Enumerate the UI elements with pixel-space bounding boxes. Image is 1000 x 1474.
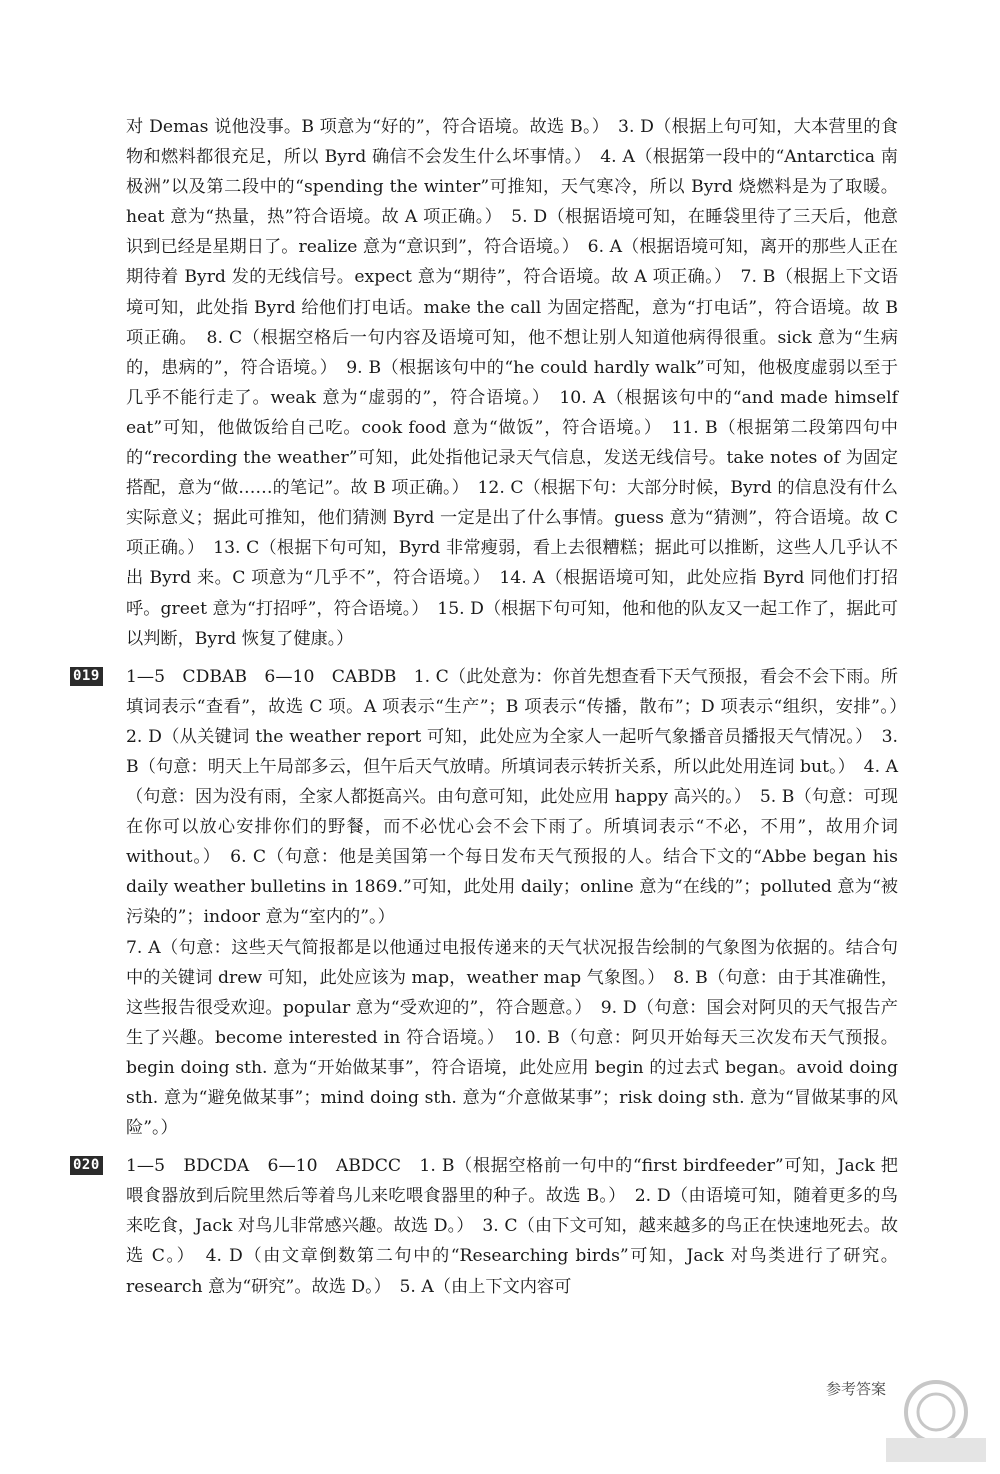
section-020	[73, 1151, 898, 1301]
section-number-badge: 020	[70, 1156, 103, 1175]
page-footer-label: 参考答案	[826, 1380, 887, 1398]
answer-content	[73, 112, 916, 1302]
watermark-logo	[880, 1368, 992, 1466]
section-number-badge: 019	[70, 667, 103, 686]
section-019	[73, 662, 916, 1144]
section-019-answers: 1—5 CDBAB 6—10 CABDB 1. C（此处意为：你首先想查看下天气预报，看会不会下雨。所填词表示“查看”，故选 C 项。A 项表示“生产”；B 项表示“传播，散布”；D 项表示“组织，安排”。） 2. D（从关键词 the weather report 可知，此处应为全家人一起听气象播音员播报天气情况。） 3. B（句意：明天上午局部多云，但午后天气放晴。所填词表示转折关系，所以此处用连词 but。） 4. A（句意：因为没有雨，全家人都挺高兴。由句意可知，此处应用 happy 高兴的。） 5. B（句意：可现在你可以放心安排你们的野餐，而不必忧心会不会下雨了。所填词表示“不必，不用”，故用介词 without。） 6. C（句意：他是美国第一个每日发布天气预报的人。结合下文的“Abbe began his daily weather bulletins in 1869.”可知，此处用 daily；online 意为“在线的”；polluted 意为“被污染的”；indoor 意为“室内的”。）	[126, 666, 916, 928]
section-020-answers: 1—5 BDCDA 6—10 ABDCC 1. B（根据空格前一句中的“first birdfeeder”可知，Jack 把喂食器放到后院里然后等着鸟儿来吃喂食器里的种子。故选 B。） 2. D（由语境可知，随着更多的鸟来吃食，Jack 对鸟儿非常感兴趣。故选 D。） 3. C（由下文可知，越来越多的鸟正在快速地死去。故选 C。） 4. D（由文章倒数第二句中的“Researching birds”可知，Jack 对鸟类进行了研究。research 意为“研究”。故选 D。） 5. A（由上下文内容可	[126, 1156, 898, 1297]
continued-answers-paragraph: 对 Demas 说他没事。B 项意为“好的”，符合语境。故选 B。） 3. D（根据上句可知，大本营里的食物和燃料都很充足，所以 Byrd 确信不会发生什么坏事情。） 4. A（根据第一段中的“Antarctica 南极洲”以及第二段中的“spending the winter”可推知，天气寒冷，所以 Byrd 烧燃料是为了取暖。heat 意为“热量，热”符合语境。故 A 项正确。） 5. D（根据语境可知，在睡袋里待了三天后，他意识到已经是星期日了。realize 意为“意识到”，符合语境。） 6. A（根据语境可知，离开的那些人正在期待着 Byrd 发的无线信号。expect 意为“期待”，符合语境。故 A 项正确。） 7. B（根据上下文语境可知，此处指 Byrd 给他们打电话。make the call 为固定搭配，意为“打电话”，符合语境。故 B 项正确。 8. C（根据空格后一句内容及语境可知，他不想让别人知道他病得很重。sick 意为“生病的，患病的”，符合语境。） 9. B（根据该句中的“he could hardly walk”可知，他极度虚弱以至于几乎不能行走了。weak 意为“虚弱的”，符合语境。） 10. A（根据该句中的“and made himself eat”可知，他做饭给自己吃。cook food 意为“做饭”，符合语境。） 11. B（根据第二段第四句中的“recording the weather”可知，此处指他记录天气信息，发送无线信号。take notes of 为固定搭配，意为“做……的笔记”。故 B 项正确。） 12. C（根据下句：大部分时候，Byrd 的信息没有什么实际意义；据此可推知，他们猜测 Byrd 一定是出了什么事情。guess 意为“猜测”，符合语境。故 C 项正确。） 13. C（根据下句可知，Byrd 非常瘦弱，看上去很糟糕；据此可以推断，这些人几乎认不出 Byrd 来。C 项意为“几乎不”，符合语境。） 14. A（根据语境可知，此处应指 Byrd 同他们打招呼。greet 意为“打招呼”，符合语境。） 15. D（根据下句可知，他和他的队友又一起工作了，据此可以判断，Byrd 恢复了健康。）	[126, 117, 898, 649]
section-019-answers-continued: 7. A（句意：这些天气简报都是以他通过电报传递来的天气状况报告绘制的气象图为依据的。结合句中的关键词 drew 可知，此处应该为 map，weather map 气象图。） 8. B（句意：由于其准确性，这些报告很受欢迎。popular 意为“受欢迎的”，符合题意。） 9. D（句意：国会对阿贝的天气报告产生了兴趣。become interested in 符合语境。） 10. B（句意：阿贝开始每天三次发布天气预报。begin doing sth. 意为“开始做某事”，符合语境，此处应用 begin 的过去式 began。avoid doing sth. 意为“避免做某事”；mind doing sth. 意为“介意做某事”；risk doing sth. 意为“冒做某事的风险”。）	[126, 937, 898, 1139]
